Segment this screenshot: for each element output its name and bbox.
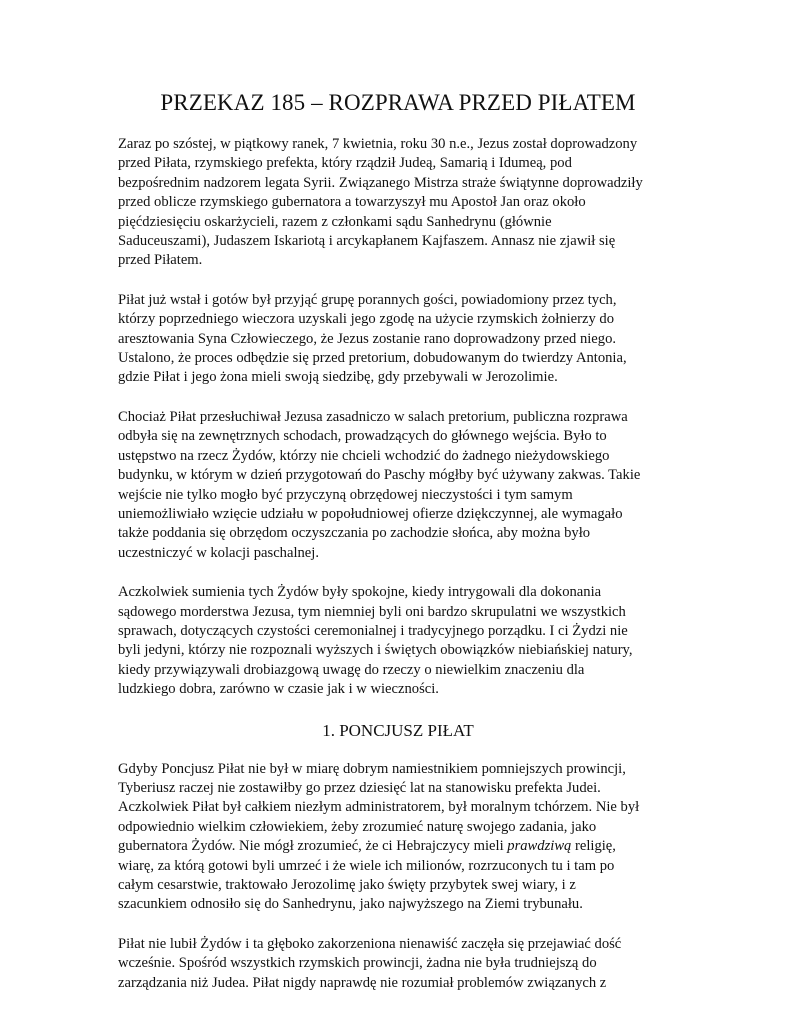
text-line: Aczkolwiek sumienia tych Żydów były spokojne, kiedy intrygowali dla dokonania [118, 584, 602, 601]
text-line: wejście nie tylko mogło być przyczyną obrzędowej nieczystości i tym samym [118, 486, 573, 503]
text-line: Piłat nie lubił Żydów i ta głęboko zakorzeniona nienawiść zaczęła się przejawiać dość [118, 935, 622, 952]
paragraph-public-hearing [118, 408, 678, 563]
text-line: wcześnie. Spośród wszystkich rzymskich prowincji, żadna nie była trudniejszą do [118, 955, 597, 972]
text-line: kiedy przywiązywali drobiazgową uwagę do rzeczy o niewielkim znaczeniu dla [118, 661, 585, 678]
text-line: Piłat już wstał i gotów był przyjąć grupę porannych gości, powiadomiony przez tych, [118, 291, 617, 308]
text-segment: gubernatora Żydów. Nie mógł zrozumieć, że ci Hebrajczycy mieli [118, 838, 508, 855]
text-line: którzy poprzedniego wieczora uzyskali jego zgodę na użycie rzymskich żołnierzy do [118, 311, 614, 328]
text-line: przed Piłatem. [118, 252, 203, 269]
text-line: przed oblicze rzymskiego gubernatora a towarzyszył mu Apostoł Jan oraz około [118, 194, 586, 211]
text-line: całym cesarstwie, traktowało Jerozolimę jako święty przybytek swej wiary, i z [118, 877, 576, 893]
text-line: uniemożliwiało wzięcie udziału w popołudniowej ofierze dziękczynnej, ale wymagało [118, 505, 623, 522]
text-line: Ustalono, że proces odbędzie się przed pretorium, dobudowanym do twierdzy Antonia, [118, 350, 627, 367]
text-line: byli jedyni, którzy nie rozpoznali wyższych i świętych obowiązków niebiańskiej natury, [118, 642, 633, 659]
text-line: Saduceuszami), Judaszem Iskariotą i arcykapłanem Kajfaszem. Annasz nie zjawił się [118, 233, 616, 250]
paragraph-arrival [118, 135, 678, 271]
text-line: Gdyby Poncjusz Piłat nie był w miarę dobrym namiestnikiem pomniejszych prowincji, [118, 760, 626, 777]
text-line: odbyła się na zewnętrznych schodach, prowadzących do głównego wejścia. Było to [118, 428, 607, 445]
text-line: Tyberiusz raczej nie zostawiłby go przez dziesięć lat na stanowisku prefekta Judei. [118, 779, 601, 796]
text-line: odpowiednio wielkim człowiekiem, żeby zrozumieć naturę swojego zadania, jako [118, 818, 597, 835]
text-line-with-emphasis [118, 837, 678, 856]
text-line: Chociaż Piłat przesłuchiwał Jezusa zasadniczo w salach pretorium, publiczna rozprawa [118, 408, 628, 425]
text-line: ludzkiego dobra, zarówno w czasie jak i w wieczności. [118, 681, 439, 698]
document-body [118, 135, 678, 1013]
text-line: pięćdziesięciu oskarżycieli, razem z członkami sądu Sanhedrynu (głównie [118, 213, 552, 230]
text-segment: religię, [571, 838, 616, 855]
text-line: szacunkiem odnosiło się do Sanhedrynu, jako najwyższego na Ziemi trybunału. [118, 896, 583, 913]
emphasized-word: prawdziwą [507, 838, 572, 855]
section-heading: 1. PONCJUSZ PIŁAT [322, 720, 474, 740]
paragraph-pilate-ready [118, 291, 678, 388]
paragraph-pilate-character [118, 760, 678, 915]
text-line: przed Piłata, rzymskiego prefekta, który rządził Judeą, Samarią i Idumeą, pod [118, 155, 572, 172]
paragraph-pilate-dislike [118, 935, 678, 993]
text-line: sprawach, dotyczących czystości ceremonialnej i tradycyjnego porządku. I ci Żydzi nie [118, 622, 628, 639]
text-line: zarządzania niż Judea. Piłat nigdy naprawdę nie rozumiał problemów związanych z [118, 974, 607, 991]
text-line: bezpośrednim nadzorem legata Syrii. Związanego Mistrza straże świątynne doprowadziły [118, 174, 643, 191]
text-line: budynku, w którym w dzień przygotowań do Paschy mógłby być używany zakwas. Takie [118, 467, 641, 484]
text-line: także poddania się obrzędom oczyszczania po zachodzie słońca, aby można było [118, 525, 591, 542]
paragraph-consciences [118, 583, 678, 699]
text-line: wiarę, za którą gotowi byli umrzeć i że wiele ich milionów, rozrzuconych tu i tam po [118, 857, 615, 874]
text-line: uczestniczyć w kolacji paschalnej. [118, 544, 319, 561]
document-title: PRZEKAZ 185 – ROZPRAWA PRZED PIŁATEM [160, 90, 636, 115]
text-line: sądowego morderstwa Jezusa, tym niemniej byli oni bardzo skrupulatni we wszystkich [118, 603, 626, 620]
text-line: Zaraz po szóstej, w piątkowy ranek, 7 kwietnia, roku 30 n.e., Jezus został doprowadzony [118, 136, 638, 152]
text-line: gdzie Piłat i jego żona mieli swoją siedzibę, gdy przebywali w Jerozolimie. [118, 369, 558, 386]
text-line: aresztowania Syna Człowieczego, że Jezus zostanie rano doprowadzony przed niego. [118, 330, 617, 347]
text-line: ustępstwo na rzecz Żydów, którzy nie chcieli wchodzić do żadnego nieżydowskiego [118, 447, 610, 464]
text-line: Aczkolwiek Piłat był całkiem niezłym administratorem, był moralnym tchórzem. Nie był [118, 799, 640, 816]
